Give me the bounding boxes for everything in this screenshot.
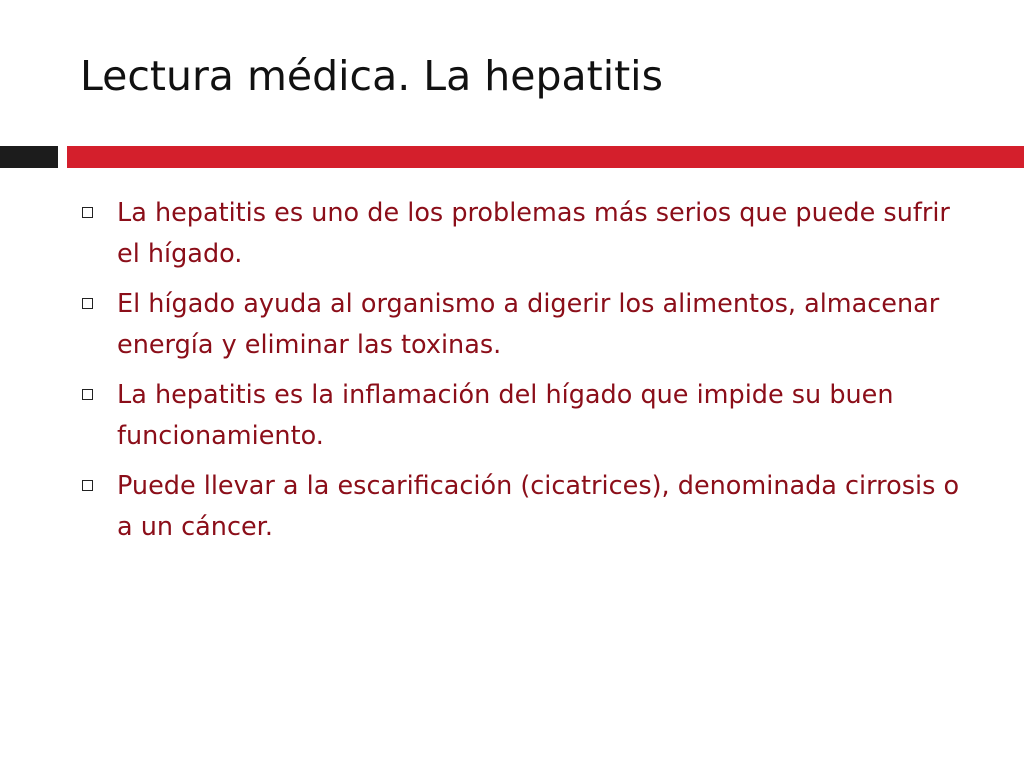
bullet-text: La hepatitis es la inflamación del hígado que impide su buen funcionamiento. <box>117 380 894 451</box>
bullet-item <box>78 466 978 548</box>
hollow-square-icon <box>82 298 93 309</box>
slide-title: Lectura médica. La hepatitis <box>80 52 663 100</box>
bullet-text: El hígado ayuda al organismo a digerir los alimentos, almacenar energía y eliminar las toxinas. <box>117 289 940 360</box>
title-divider-dark-block <box>0 146 58 168</box>
bullet-item <box>78 193 978 275</box>
bullet-text: Puede llevar a la escarificación (cicatrices), denominada cirrosis o a un cáncer. <box>117 471 960 542</box>
bullet-item <box>78 375 978 457</box>
bullet-item <box>78 284 978 366</box>
bullet-text: La hepatitis es uno de los problemas más serios que puede sufrir el hígado. <box>117 198 950 269</box>
hollow-square-icon <box>82 207 93 218</box>
hollow-square-icon <box>82 480 93 491</box>
title-divider-accent-bar <box>67 146 1024 168</box>
bullet-list <box>78 193 978 557</box>
hollow-square-icon <box>82 389 93 400</box>
